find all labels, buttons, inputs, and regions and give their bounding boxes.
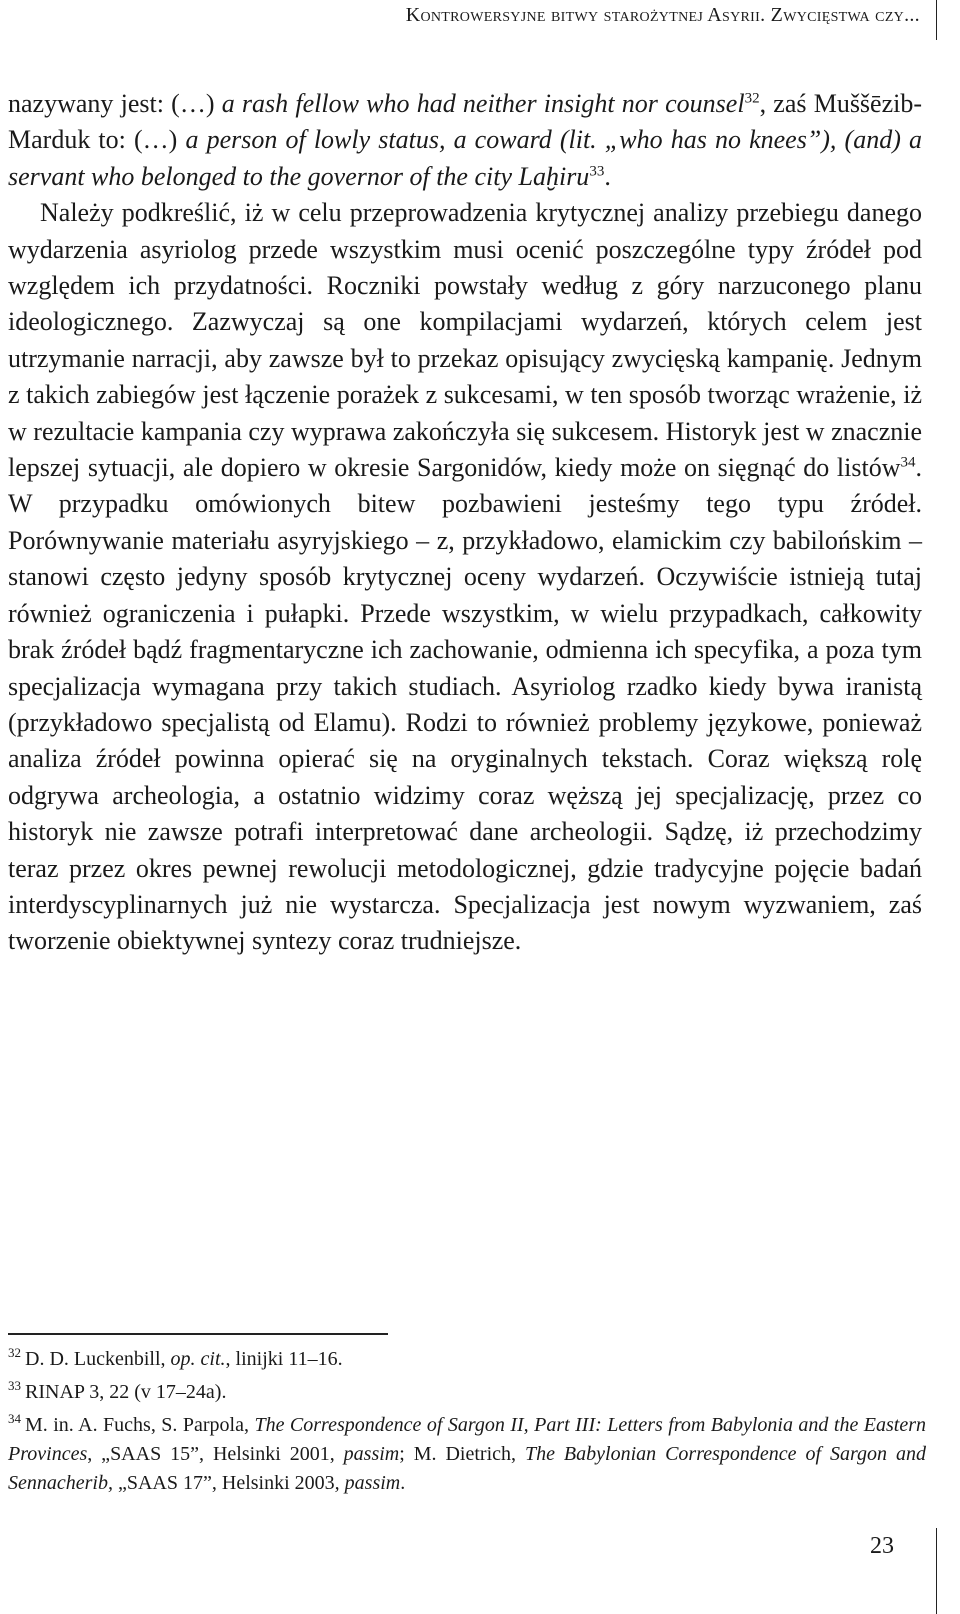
- footnote-32: [8, 1345, 926, 1374]
- footnote-number: 33: [8, 1378, 21, 1394]
- footnote-separator: [8, 1333, 388, 1335]
- paragraph-2: [8, 195, 922, 960]
- p2-text-1: Należy podkreślić, iż w celu przeprowadzenia krytycznej analizy przebiegu danego wydarzenia asyriolog przede wszystkim musi ocenić poszczególne typy źródeł pod względem ich przydatności. Roczniki powstały według z góry narzuconego planu ideologicznego. Zazwyczaj są one kompilacjami wydarzeń, których celem jest utrzymanie narracji, aby zawsze był to przekaz opisujący zwycięską kampanię. Jednym z takich zabiegów jest łączenie porażek z sukcesami, w ten sposób tworząc wrażenie, iż w rezultacie kampania czy wyprawa zakończyła się sukcesem. Historyk jest w znacznie lepszej sytuacji, ale dopiero w okresie Sargonidów, kiedy może on sięgnąć do listów: [8, 198, 922, 483]
- footnote-text: .: [400, 1472, 406, 1494]
- main-text: [8, 86, 922, 960]
- p2-text-2: . W przypadku omówionych bitew pozbawieni jesteśmy tego typu źródeł. Porównywanie materiału asyryjskiego – z, przykładowo, elamickim czy babilońskim – stanowi często jedyny sposób krytycznej oceny wydarzeń. Oczywiście istnieją tutaj również ograniczenia i pułapki. Przede wszystkim, w wielu przypadkach, całkowity brak źródeł bądź fragmentaryczne ich zachowanie, odmienna ich specyfika, a poza tym specjalizacja wymagana przy takich studiach. Asyriolog rzadko kiedy bywa iranistą (przykładowo specjalistą od Elamu). Rodzi to również problemy językowe, ponieważ analiza źródeł powinna opierać się na oryginalnych tekstach. Coraz większą rolę odgrywa archeologia, a ostatnio widzimy coraz węższą jej specjalizację, przez co historyk nie zawsze potrafi interpretować dane archeologii. Sądzę, iż przechodzimy teraz przez okres pewnej rewolucji metodologicznej, gdzie tradycyjne pojęcie badań interdyscyplinarnych już nie wystarcza. Specjalizacja jest nowym wyzwaniem, zaś tworzenie obiektywnej syntezy coraz trudniejsze.: [8, 453, 922, 956]
- footnote-34: [8, 1411, 926, 1498]
- paragraph-1: [8, 86, 922, 195]
- footnote-number: 32: [8, 1345, 21, 1361]
- footnote-text: RINAP 3, 22 (v 17–24a).: [25, 1381, 227, 1403]
- footnote-italic: op. cit.: [170, 1348, 226, 1370]
- footnote-ref-33[interactable]: 33: [589, 163, 605, 180]
- footnote-text: „SAAS 17”, Helsinki 2003: [112, 1472, 335, 1494]
- footnote-italic: passim: [343, 1443, 400, 1465]
- footnote-italic: The Correspondence of Sargon II, Part III: Letters from Babylonia and the Eastern Provinces: [8, 1414, 926, 1465]
- footnote-text: ; M. Dietrich,: [399, 1443, 525, 1465]
- footnote-ref-32[interactable]: 32: [744, 90, 760, 107]
- footnotes: [8, 1345, 926, 1502]
- footnote-text: , „SAAS 15”, Helsinki 2001,: [87, 1443, 344, 1465]
- footnote-text: M. in. A. Fuchs, S. Parpola,: [25, 1414, 255, 1436]
- footnote-ref-34[interactable]: 34: [900, 454, 916, 471]
- running-head: Kontrowersyjne bitwy starożytnej Asyrii. Zwycięstwa czy...: [405, 4, 920, 26]
- footnote-number: 34: [8, 1411, 21, 1427]
- p1-text-3: .: [604, 161, 611, 191]
- bottom-margin-rule: [936, 1528, 937, 1614]
- footnote-text: , linijki 11–16.: [225, 1348, 343, 1370]
- footnote-text: D. D. Luckenbill,: [25, 1348, 171, 1370]
- p1-quote-1: a rash fellow who had neither insight nor counsel: [221, 89, 745, 118]
- p1-text-1: nazywany jest: (…): [8, 89, 222, 118]
- page-number: 23: [870, 1533, 894, 1559]
- top-margin-rule: [936, 0, 937, 40]
- footnote-33: [8, 1378, 926, 1407]
- footnote-italic: The Babylonian Correspondence of Sargon and Sennacherib,: [8, 1443, 926, 1494]
- p1-quote-2: a person of lowly status, a coward (lit. „who has no knees”), (and) a servant who belonged to the governor of the city Laḫiru: [8, 125, 922, 191]
- p1-text-2: , zaś Muššēzib-Marduk to: (…): [8, 89, 923, 155]
- footnote-italic: , passim: [334, 1472, 401, 1494]
